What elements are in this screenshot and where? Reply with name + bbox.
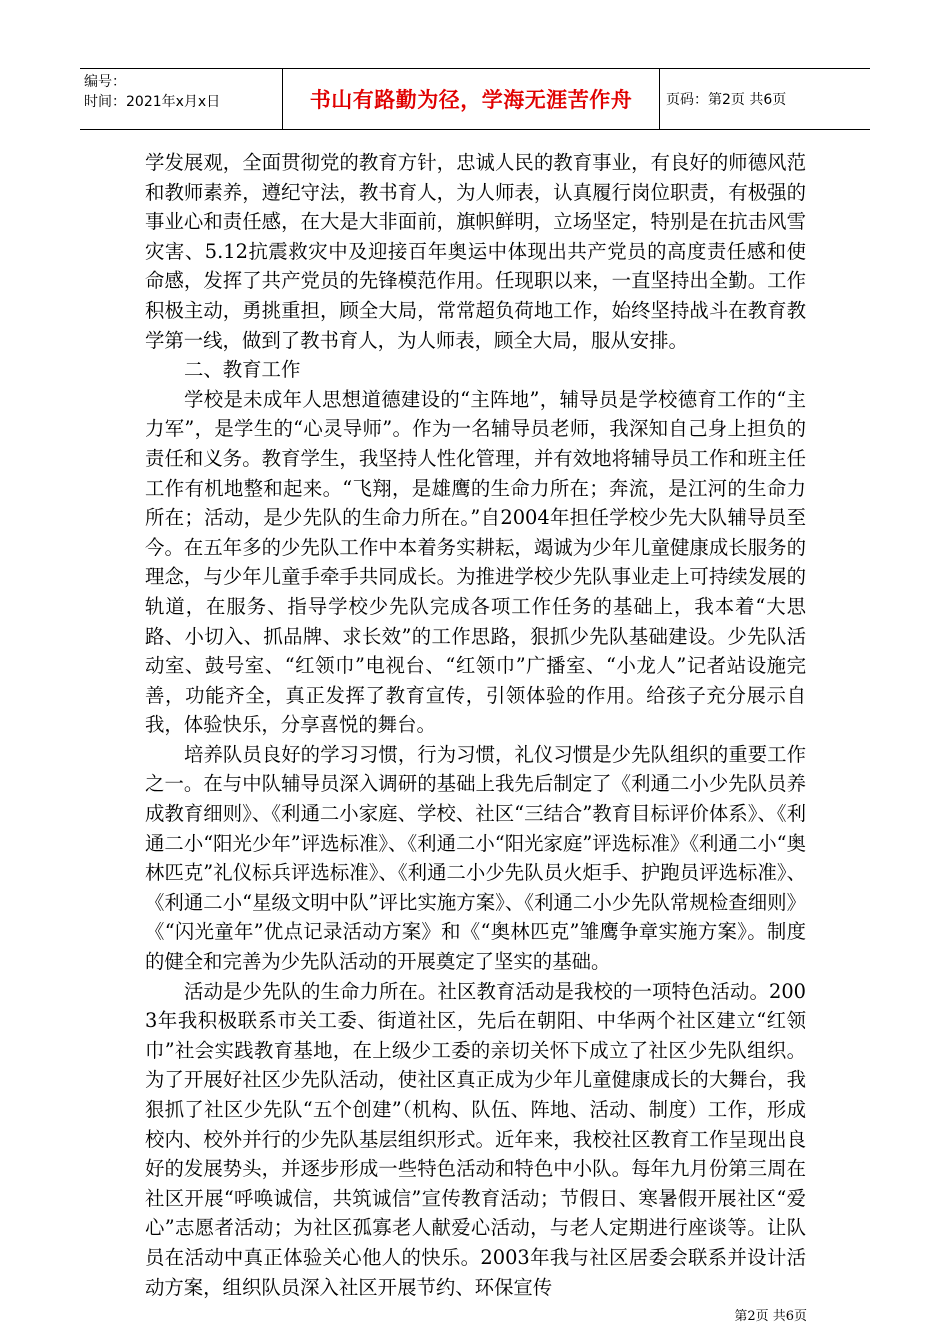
document-body	[145, 148, 806, 1302]
section-title: 二、教育工作	[184, 358, 301, 382]
header-motto: 书山有路勤为径，学海无涯苦作舟	[309, 88, 633, 112]
header-page-number: 页码：第2页 共6页	[666, 92, 787, 108]
paragraph-2: 学校是未成年人思想道德建设的“主阵地”，辅导员是学校德育工作的“主力军”，是学生的“心灵导师”。作为一名辅导员老师，我深知自己身上担负的责任和义务。教育学生，我坚持人性化管理，并有效地将辅导员工作和班主任工作有机地整和起来。“飞翔，是雄鹰的生命力所在；奔流，是江河的生命力所在；活动，是少先队的生命力所在。”自2004年担任学校少先大队辅导员至今。在五年多的少先队工作中本着务实耕耘，竭诚为少年儿童健康成长服务的理念，与少年儿童手牵手共同成长。为推进学校少先队事业走上可持续发展的轨道，在服务、指导学校少先队完成各项工作任务的基础上，我本着“大思路、小切入、抓品牌、求长效”的工作思路，狠抓少先队基础建设。少先队活动室、鼓号室、“红领巾”电视台、“红领巾”广播室、“小龙人”记者站设施完善，功能齐全，真正发挥了教育宣传，引领体验的作用。给孩子充分展示自我，体验快乐，分享喜悦的舞台。	[145, 387, 806, 737]
document-date: 时间：2021年x月x日	[84, 94, 221, 110]
header-motto-cell	[282, 69, 660, 129]
page-header	[80, 68, 870, 130]
paragraph-3: 培养队员良好的学习习惯，行为习惯，礼仪习惯是少先队组织的重要工作之一。在与中队辅导员深入调研的基础上我先后制定了《利通二小少先队员养成教育细则》、《利通二小家庭、学校、社区“三结合”教育目标评价体系》、《利通二小“阳光少年”评选标准》、《利通二小“阳光家庭”评选标准》《利通二小“奥林匹克”礼仪标兵评选标准》、《利通二小少先队员火炬手、护跑员评选标准》、《利通二小“星级文明中队”评比实施方案》、《利通二小少先队常规检查细则》《“闪光童年”优点记录活动方案》和《“奥林匹克”雏鹰争章实施方案》。制度的健全和完善为少先队活动的开展奠定了坚实的基础。	[145, 742, 806, 974]
paragraph-1: 学发展观，全面贯彻党的教育方针，忠诚人民的教育事业，有良好的师德风范和教师素养，遵纪守法，教书育人，为人师表，认真履行岗位职责，有极强的事业心和责任感，在大是大非面前，旗帜鲜明，立场坚定，特别是在抗击风雪灾害、5.12抗震救灾中及迎接百年奥运中体现出共产党员的高度责任感和使命感，发挥了共产党员的先锋模范作用。任现职以来，一直坚持出全勤。工作积极主动，勇挑重担，顾全大局，常常超负荷地工作，始终坚持战斗在教育教学第一线，做到了教书育人，为人师表，顾全大局，服从安排。	[145, 151, 806, 352]
page-footer: 第2页 共6页	[734, 1309, 807, 1324]
header-meta	[80, 69, 282, 129]
paragraph-4: 活动是少先队的生命力所在。社区教育活动是我校的一项特色活动。2003年我积极联系市关工委、街道社区，先后在朝阳、中华两个社区建立“红领巾”社会实践教育基地，在上级少工委的亲切关怀下成立了社区少先队组织。为了开展好社区少先队活动，使社区真正成为少年儿童健康成长的大舞台，我狠抓了社区少先队“五个创建”（机构、队伍、阵地、活动、制度）工作，形成校内、校外并行的少先队基层组织形式。近年来，我校社区教育工作呈现出良好的发展势头，并逐步形成一些特色活动和特色中小队。每年九月份第三周在社区开展“呼唤诚信，共筑诚信”宣传教育活动；节假日、寒暑假开展社区“爱心”志愿者活动；为社区孤寡老人献爱心活动，与老人定期进行座谈等。让队员在活动中真正体验关心他人的快乐。2003年我与社区居委会联系并设计活动方案，组织队员深入社区开展节约、环保宣传	[145, 979, 806, 1299]
document-number: 编号：	[84, 74, 126, 90]
